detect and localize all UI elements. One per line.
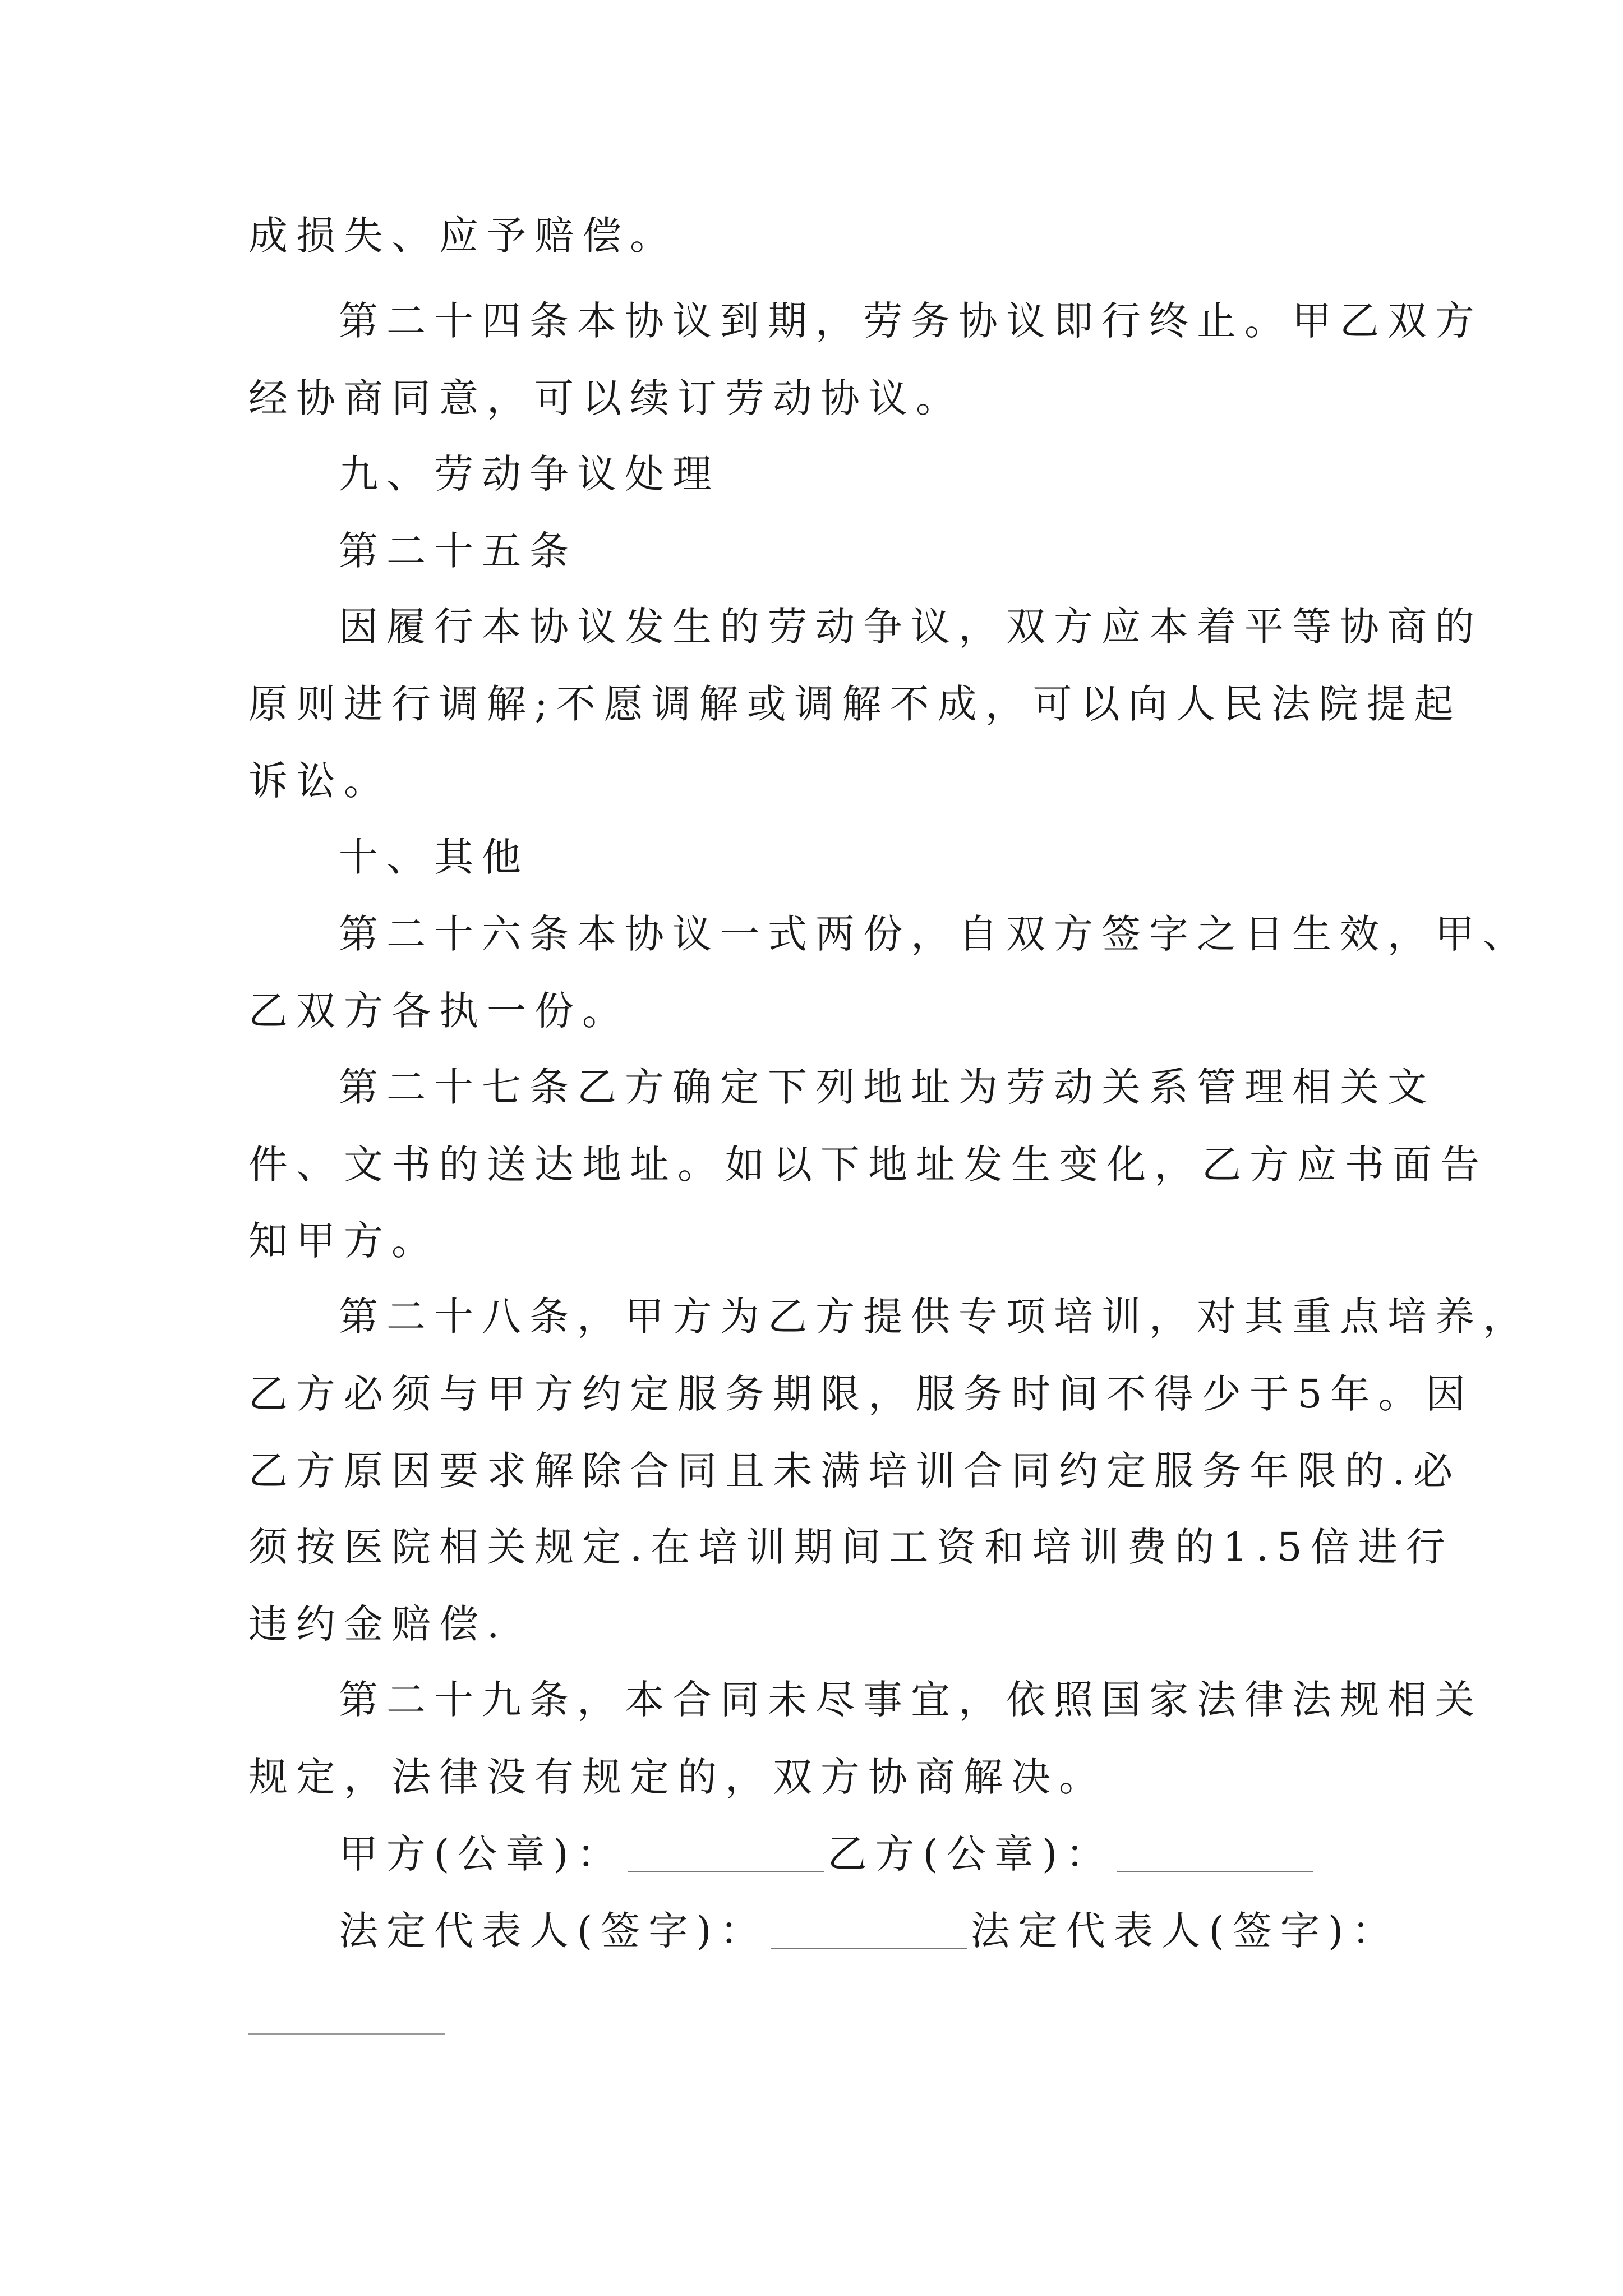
seal-line xyxy=(339,1832,1316,1876)
signature-underline xyxy=(248,2033,445,2035)
text-line: 诉讼。 xyxy=(248,758,391,804)
text-line: 成损失、应予赔偿。 xyxy=(248,213,677,259)
party-b-seal-blank[interactable] xyxy=(1117,1837,1313,1872)
text-line: 因履行本协议发生的劳动争议，双方应本着平等协商的 xyxy=(339,604,1483,650)
representative-line xyxy=(339,1908,1399,1953)
text-line: 乙方必须与甲方约定服务期限，服务时间不得少于5年。因 xyxy=(248,1371,1474,1417)
section-heading: 十、其他 xyxy=(339,834,529,880)
text-line: 第二十九条，本合同未尽事宜，依照国家法律法规相关 xyxy=(339,1677,1483,1723)
text-line: 第二十六条本协议一式两份，自双方签字之日生效，甲、 xyxy=(339,911,1530,957)
text-line: 乙方原因要求解除合同且未满培训合同约定服务年限的.必 xyxy=(248,1448,1461,1494)
party-a-seal-label: 甲方(公章)： xyxy=(339,1831,625,1877)
text-line: 须按医院相关规定.在培训期间工资和培训费的1.5倍进行 xyxy=(248,1524,1454,1570)
section-heading: 九、劳动争议处理 xyxy=(339,451,720,497)
article-heading: 第二十五条 xyxy=(339,528,577,574)
rep-b-label: 法定代表人(签字)： xyxy=(970,1908,1400,1954)
text-line: 违约金赔偿. xyxy=(248,1601,508,1647)
rep-a-label: 法定代表人(签字)： xyxy=(339,1908,768,1954)
text-line: 乙双方各执一份。 xyxy=(248,988,630,1034)
party-a-seal-blank[interactable] xyxy=(628,1837,824,1872)
text-line: 第二十七条乙方确定下列地址为劳动关系管理相关文 xyxy=(339,1064,1435,1110)
text-line: 规定，法律没有规定的，双方协商解决。 xyxy=(248,1754,1106,1800)
text-line: 知甲方。 xyxy=(248,1218,439,1264)
text-line: 件、文书的送达地址。如以下地址发生变化，乙方应书面告 xyxy=(248,1142,1488,1188)
party-b-seal-label: 乙方(公章)： xyxy=(827,1831,1114,1877)
text-line: 经协商同意，可以续订劳动协议。 xyxy=(248,375,963,421)
text-line: 第二十四条本协议到期，劳务协议即行终止。甲乙双方 xyxy=(339,298,1483,344)
text-line: 原则进行调解;不愿调解或调解不成，可以向人民法院提起 xyxy=(248,681,1462,727)
rep-a-signature-blank[interactable] xyxy=(771,1914,967,1949)
text-line: 第二十八条，甲方为乙方提供专项培训，对其重点培养， xyxy=(339,1294,1530,1340)
